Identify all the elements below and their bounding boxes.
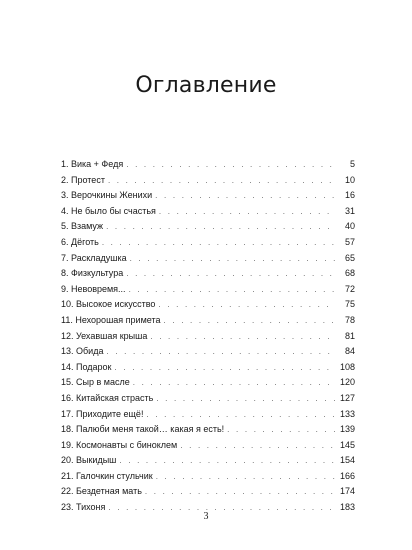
toc-entry — [61, 221, 355, 237]
toc-entry-title: 12. Уехавшая крыша — [61, 330, 148, 341]
dot-leader — [106, 222, 336, 231]
toc-entry-page: 5 — [349, 159, 355, 169]
toc-entry — [61, 175, 355, 191]
toc-entry-title: 4. Не было бы счастья — [61, 205, 156, 216]
toc-entry — [61, 299, 355, 315]
toc-entry-title: 13. Обида — [61, 346, 104, 357]
dot-leader — [106, 347, 336, 356]
toc-entry-title: 22. Бездетная мать — [61, 486, 142, 497]
toc-entry-title: 7. Раскладушка — [61, 252, 127, 263]
toc-entry — [61, 206, 355, 222]
dot-leader — [158, 300, 336, 309]
toc-entry-title: 11. Нехорошая примета — [61, 314, 161, 325]
toc-entry-title: 1. Вика + Федя — [61, 159, 124, 169]
toc-entry — [61, 455, 355, 471]
dot-leader — [119, 456, 336, 465]
toc-entry-title: 18. Палюби меня такой… какая я есть! — [61, 424, 225, 435]
dot-leader — [126, 160, 336, 169]
toc-entry — [61, 440, 355, 456]
toc-entry-page: 40 — [344, 221, 355, 232]
toc-entry-title: 14. Подарок — [61, 361, 112, 372]
toc-entry — [61, 315, 355, 331]
toc-entry-title: 3. Верочкины Женихи — [61, 190, 153, 201]
toc-entry-page: 72 — [344, 283, 355, 294]
toc-entry-title: 16. Китайская страсть — [61, 392, 154, 403]
toc-entry-title: 9. Невовремя... — [61, 283, 126, 294]
toc-entry-title: 23. Тихоня — [61, 502, 106, 513]
dot-leader — [159, 207, 336, 216]
toc-entry-title: 10. Высокое искусство — [61, 299, 156, 310]
dot-leader — [145, 487, 336, 496]
toc-entry — [61, 268, 355, 284]
toc-entry — [61, 377, 355, 393]
toc-entry-page: 68 — [344, 268, 355, 279]
toc-entry-page: 139 — [339, 424, 355, 435]
dot-leader — [102, 238, 336, 247]
toc-entry-title: 17. Приходите ещё! — [61, 408, 144, 419]
dot-leader — [156, 472, 336, 481]
toc-entry-page: 183 — [339, 502, 355, 513]
toc-entry-title: 20. Выкидыш — [61, 455, 117, 466]
toc-entry-page: 154 — [339, 455, 355, 466]
dot-leader — [227, 425, 336, 434]
toc-entry — [61, 486, 355, 502]
page-title: Оглавление — [135, 72, 277, 98]
toc-entry-page: 120 — [339, 377, 355, 388]
toc-entry-page: 133 — [339, 408, 355, 419]
toc-entry-page: 127 — [339, 392, 355, 403]
toc-entry-page: 81 — [344, 330, 355, 341]
dot-leader — [126, 269, 336, 278]
toc-entry-title: 21. Галочкин стульчик — [61, 470, 153, 481]
toc-entry — [61, 190, 355, 206]
toc-entry-page: 57 — [344, 236, 355, 247]
toc-entry — [61, 424, 355, 440]
dot-leader — [130, 254, 336, 263]
toc-entry — [61, 362, 355, 378]
toc-entry-page: 166 — [339, 470, 355, 481]
toc-entry-page: 78 — [344, 314, 355, 325]
toc-entry-title: 5. Взамуж — [61, 221, 104, 232]
dot-leader — [146, 410, 336, 419]
toc-entry — [61, 393, 355, 409]
toc-entry-page: 10 — [344, 174, 355, 185]
toc-entry-title: 6. Дёготь — [61, 236, 99, 247]
dot-leader — [133, 378, 336, 387]
toc-entry — [61, 346, 355, 362]
table-of-contents — [61, 159, 355, 518]
toc-entry-page: 16 — [344, 190, 355, 201]
toc-entry — [61, 159, 355, 175]
dot-leader — [156, 394, 336, 403]
dot-leader — [108, 176, 336, 185]
toc-entry — [61, 284, 355, 300]
toc-entry-page: 75 — [344, 299, 355, 310]
dot-leader — [180, 441, 336, 450]
dot-leader — [164, 316, 337, 325]
page-number: 3 — [203, 511, 209, 522]
toc-entry-title: 8. Физкультура — [61, 268, 124, 279]
toc-entry — [61, 331, 355, 347]
toc-entry-page: 65 — [344, 252, 355, 263]
dot-leader — [155, 191, 336, 200]
toc-entry-title: 19. Космонавты с биноклем — [61, 439, 178, 450]
toc-entry-page: 145 — [339, 439, 355, 450]
toc-entry — [61, 237, 355, 253]
toc-entry — [61, 409, 355, 425]
toc-entry-page: 174 — [339, 486, 355, 497]
toc-entry-page: 84 — [344, 346, 355, 357]
dot-leader — [115, 363, 337, 372]
toc-entry — [61, 253, 355, 269]
toc-entry-title: 2. Протест — [61, 174, 105, 185]
dot-leader — [129, 285, 336, 294]
toc-entry-page: 108 — [339, 361, 355, 372]
dot-leader — [150, 332, 336, 341]
toc-entry-page: 31 — [344, 205, 355, 216]
toc-entry-title: 15. Сыр в масле — [61, 377, 130, 388]
toc-entry — [61, 471, 355, 487]
